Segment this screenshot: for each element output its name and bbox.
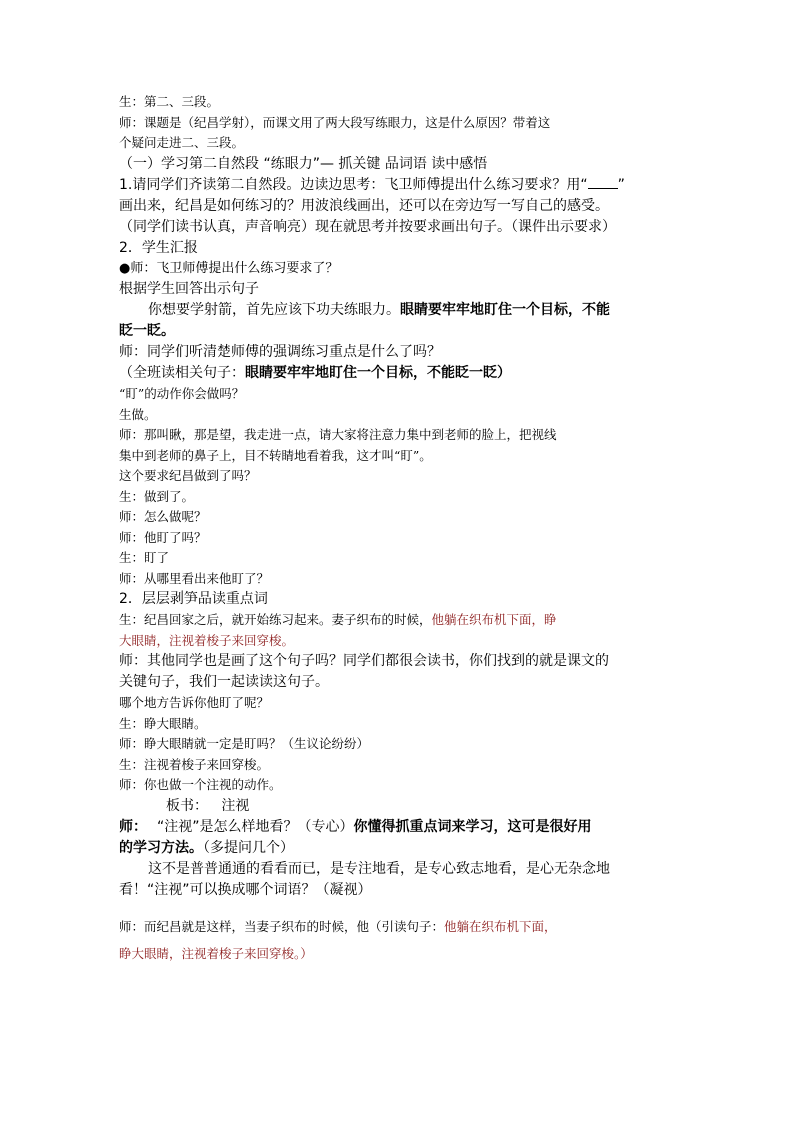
text-line: 师：课题是（纪昌学射），而课文用了两大段写练眼力，这是什么原因？带着这 [119, 114, 551, 130]
text-line: 师：从哪里看出来他盯了？ [119, 570, 270, 586]
text-line: 生：注视着梭子来回穿梭。 [119, 756, 270, 772]
text-line: 师：你也做一个注视的动作。 [119, 777, 282, 792]
text-line: 关键句子，我们一起读读这句子。 [119, 674, 329, 690]
text-line: 生：第二、三段。 [119, 94, 220, 109]
underline-blank [588, 176, 618, 189]
bold-text: 的学习方法。 [119, 839, 203, 856]
text-line [119, 817, 679, 838]
bold-text: 眼睛要牢牢地盯住一个目标，不能 [400, 302, 610, 318]
text-line [119, 838, 679, 859]
text-line: 根据学生回答出示句子 [119, 281, 259, 297]
text-line: 集中到老师的鼻子上，目不转睛地看着我，这才叫“盯”。 [119, 447, 432, 463]
text-line: 师：同学们听清楚师傅的强调练习重点是什么了吗？ [119, 344, 441, 360]
text-line [119, 363, 679, 384]
text-line: 生：盯了 [119, 550, 170, 565]
bold-text: 眼睛要牢牢地盯住一个目标，不能眨一眨） [245, 365, 511, 381]
text-line: 生做。 [119, 406, 157, 422]
lesson-plan-page [119, 92, 679, 967]
text-line: 这不是普普通通的看看而已，是专注地看，是专心致志地看，是心无杂念地 [148, 860, 610, 877]
text-span: “注视”是怎么样地看？（专心） [157, 818, 354, 835]
text-line: 画出来，纪昌是如何练习的？用波浪线画出，还可以在旁边写一写自己的感受。 [119, 197, 609, 214]
text-line: 师：怎么做呢？ [119, 509, 207, 524]
text-line: 师：他盯了吗？ [119, 529, 207, 545]
text-line [119, 610, 679, 631]
bold-text: 你懂得抓重点词来学习，这可是很好用 [353, 818, 592, 835]
text-line: 哪个地方告诉你他盯了呢？ [119, 695, 270, 710]
text-line [119, 175, 679, 196]
text-span: （多提问几个） [203, 839, 294, 856]
text-line [119, 300, 679, 321]
highlighted-text: 他躺在织布机下面，睁 [431, 612, 557, 627]
text-span: 师：而纪昌就是这样，当妻子织布的时候，他（引读句子： [119, 918, 445, 934]
text-line: （同学们读书认真，声音响亮）现在就思考并按要求画出句子。（课件出示要求） [119, 218, 616, 235]
text-line: “盯”的动作你会做吗？ [119, 386, 245, 401]
text-line: 师：那叫瞅，那是望，我走进一点，请大家将注意力集中到老师的脸上，把视线 [119, 427, 557, 442]
text-span: 你想要学射箭，首先应该下功夫练眼力。 [148, 302, 400, 318]
text-line: 这个要求纪昌做到了吗？ [119, 468, 257, 483]
text-line: ●师：飞卫师傅提出什么练习要求了？ [119, 260, 339, 276]
text-line: 师：其他同学也是画了这个句子吗？同学们都很会读书，你们找到的就是课文的 [119, 653, 609, 669]
bold-text: 师： [119, 818, 147, 835]
text-line: 生：睁大眼睛。 [119, 715, 207, 731]
highlighted-text: 大眼睛，注视着梭子来回穿梭。 [119, 632, 295, 648]
text-line: 师：睁大眼睛就一定是盯吗？（生议论纷纷） [119, 736, 370, 751]
subheading: 2．层层剥笋品读重点词 [119, 591, 268, 607]
highlighted-text: 他躺在织布机下面， [444, 918, 557, 934]
board-note: 板书： 注视 [166, 797, 250, 814]
subheading: 2．学生汇报 [119, 239, 198, 256]
bold-text: 眨一眨。 [119, 323, 175, 339]
text-line: 个疑问走进二、三段。 [119, 135, 245, 150]
text-span: （全班读相关句子： [119, 365, 245, 381]
text-line: 生：做到了。 [119, 488, 195, 504]
text-line: 看！“注视”可以换成哪个词语？（凝视） [119, 881, 372, 898]
section-heading: （一）学习第二自然段 “练眼力”— 抓关键 品词语 读中感悟 [119, 155, 488, 172]
text-span: ” [617, 176, 625, 193]
text-line [119, 913, 679, 940]
text-span: 1.请同学们齐读第二自然段。边读边思考：飞卫师傅提出什么练习要求？用“ [119, 176, 588, 193]
text-span: 生：纪昌回家之后，就开始练习起来。妻子织布的时候， [119, 612, 432, 627]
highlighted-text: 睁大眼睛，注视着梭子来回穿梭。） [119, 945, 313, 961]
